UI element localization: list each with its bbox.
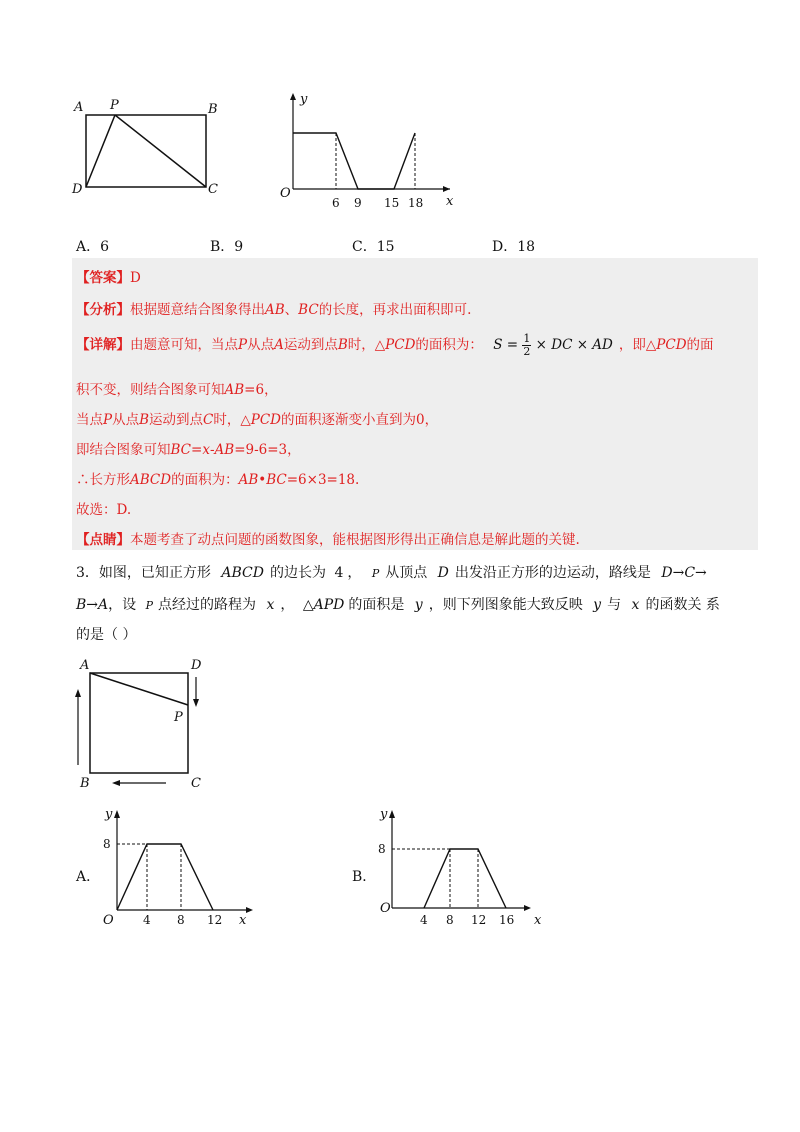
var-abcd: ABCD bbox=[130, 472, 172, 488]
var-ab: AB bbox=[214, 442, 235, 458]
answer-line bbox=[76, 266, 141, 286]
y-axis-label: y bbox=[300, 92, 308, 107]
detail-text: 当点 bbox=[76, 412, 103, 428]
var-a: A bbox=[274, 337, 284, 353]
detail-text: = bbox=[191, 442, 203, 458]
detail-text: 的面积为： bbox=[415, 337, 483, 353]
x-axis-label: x bbox=[239, 913, 247, 928]
label-d: D bbox=[191, 658, 202, 673]
label-b: B bbox=[208, 102, 218, 117]
fraction-half bbox=[522, 333, 531, 358]
fraction-denominator: 2 bbox=[523, 345, 531, 358]
label-d: D bbox=[72, 182, 83, 197]
route-part-1: D→C→ bbox=[661, 565, 707, 581]
detail-text: 的面积为： bbox=[171, 472, 239, 488]
origin-label: O bbox=[280, 186, 291, 201]
question-text: ， bbox=[347, 565, 362, 581]
question-text: 出发沿正方形的边运动，路线是 bbox=[454, 565, 651, 581]
choice-a-label[interactable]: A． bbox=[76, 869, 101, 885]
question-text: 的是（ ） bbox=[76, 627, 137, 643]
option-b[interactable]: B．9 bbox=[210, 239, 244, 255]
square-figure bbox=[70, 655, 220, 795]
analysis-line bbox=[76, 298, 471, 318]
area-graph-1 bbox=[270, 85, 470, 215]
question-text: 从顶点 bbox=[385, 565, 428, 581]
question-3-line-3 bbox=[76, 624, 136, 644]
detail-line-5 bbox=[76, 468, 359, 488]
y-axis-label: y bbox=[105, 807, 113, 822]
question-text: 的边长为 bbox=[269, 565, 326, 581]
y-axis-label: y bbox=[380, 807, 388, 822]
tick-label: 16 bbox=[499, 913, 515, 927]
var-p: P bbox=[145, 599, 153, 612]
var-bc: BC bbox=[170, 442, 192, 458]
var-x: x bbox=[202, 442, 210, 458]
detail-line-4 bbox=[76, 438, 301, 458]
detail-value: =6， bbox=[244, 382, 278, 398]
detail-text: ，即△ bbox=[618, 337, 657, 353]
detail-text: 运动到点 bbox=[149, 412, 204, 428]
y-mark-label: 8 bbox=[103, 837, 111, 851]
side-length: 4 bbox=[334, 565, 344, 581]
var-c: C bbox=[203, 412, 214, 428]
detail-text: • bbox=[258, 472, 267, 488]
y-mark-label: 8 bbox=[378, 842, 386, 856]
tick-label: 4 bbox=[420, 913, 428, 927]
question-text: 点经过的路程为 bbox=[158, 597, 256, 613]
detail-line-3 bbox=[76, 408, 438, 428]
var-x: x bbox=[266, 597, 275, 613]
detail-text: 由题意可知，当点 bbox=[130, 337, 238, 353]
var-b: B bbox=[139, 412, 150, 428]
detail-text: 从点 bbox=[112, 412, 140, 428]
detail-value: =6×3=18. bbox=[286, 472, 360, 488]
x-axis-label: x bbox=[446, 194, 454, 209]
choice-b-graph[interactable] bbox=[370, 800, 550, 930]
label-p: P bbox=[110, 98, 119, 113]
detail-text: 即结合图象可知 bbox=[76, 442, 171, 458]
var-ab: AB bbox=[238, 472, 259, 488]
var-apd: △APD bbox=[302, 597, 345, 613]
var-p: P bbox=[238, 337, 248, 353]
analysis-text-end: 的长度，再求出面积即可. bbox=[318, 302, 472, 318]
tick-label: 18 bbox=[408, 196, 424, 210]
var-pcd: PCD bbox=[656, 337, 687, 353]
detail-text: ∴长方形 bbox=[76, 472, 130, 488]
detail-text: 故选：D. bbox=[76, 502, 132, 518]
label-a: A bbox=[80, 658, 90, 673]
answer-tag: 【答案】 bbox=[76, 270, 130, 286]
label-p: P bbox=[174, 710, 183, 725]
formula-rest: × DC × AD bbox=[535, 337, 613, 353]
var-x: x bbox=[631, 597, 640, 613]
option-a[interactable]: A．6 bbox=[76, 239, 110, 255]
var-p: P bbox=[103, 412, 113, 428]
question-text: ，则下列图象能大致反映 bbox=[428, 597, 583, 613]
tick-label: 8 bbox=[446, 913, 454, 927]
rectangle-figure bbox=[70, 95, 230, 205]
detail-tag: 【详解】 bbox=[76, 337, 130, 353]
analysis-text: 根据题意结合图象得出 bbox=[130, 302, 265, 318]
tip-text: 本题考查了动点问题的函数图象，能根据图形得出正确信息是解此题的关键. bbox=[130, 532, 580, 548]
question-text: 的函数关 系 bbox=[645, 597, 720, 613]
tick-label: 12 bbox=[207, 913, 223, 927]
detail-value: =9-6=3， bbox=[234, 442, 301, 458]
question-text: 的面积是 bbox=[348, 597, 405, 613]
detail-text: 的面积逐渐变小直到为0， bbox=[281, 412, 439, 428]
question-text: ， bbox=[280, 597, 295, 613]
question-text: 与 bbox=[607, 597, 622, 613]
var-bc: BC bbox=[266, 472, 287, 488]
var-abcd: ABCD bbox=[221, 565, 264, 581]
choice-b-label[interactable]: B． bbox=[352, 869, 377, 885]
analysis-bc: BC bbox=[298, 302, 319, 318]
tick-label: 9 bbox=[354, 196, 362, 210]
analysis-tag: 【分析】 bbox=[76, 302, 130, 318]
question-text: 3．如图，已知正方形 bbox=[76, 565, 211, 581]
detail-line-6 bbox=[76, 498, 131, 518]
x-axis-label: x bbox=[534, 913, 542, 928]
choice-a-graph[interactable] bbox=[95, 800, 265, 930]
origin-label: O bbox=[380, 901, 391, 916]
fraction-numerator: 1 bbox=[523, 332, 531, 345]
tick-label: 4 bbox=[143, 913, 151, 927]
var-b: B bbox=[337, 337, 348, 353]
origin-label: O bbox=[103, 913, 114, 928]
formula-s: S = bbox=[493, 337, 519, 353]
detail-line-1 bbox=[76, 333, 714, 358]
detail-text: 的面 bbox=[686, 337, 714, 353]
var-y: y bbox=[414, 597, 423, 613]
analysis-ab: AB bbox=[265, 302, 285, 318]
tick-label: 15 bbox=[384, 196, 400, 210]
detail-text: - bbox=[209, 442, 215, 458]
tip-tag: 【点睛】 bbox=[76, 532, 130, 548]
option-d[interactable]: D．18 bbox=[492, 239, 536, 255]
detail-text: 从点 bbox=[247, 337, 275, 353]
tick-label: 12 bbox=[471, 913, 487, 927]
detail-text: 运动到点 bbox=[283, 337, 338, 353]
analysis-sep: 、 bbox=[284, 302, 299, 318]
detail-text: 积不变，则结合图象可知 bbox=[76, 382, 225, 398]
var-pcd: PCD bbox=[385, 337, 416, 353]
option-c[interactable]: C．15 bbox=[352, 239, 395, 255]
tip-line bbox=[76, 528, 580, 548]
question-3-line-2 bbox=[76, 594, 720, 614]
label-c: C bbox=[208, 182, 218, 197]
detail-line-2 bbox=[76, 378, 278, 398]
var-pcd: PCD bbox=[250, 412, 281, 428]
detail-text: 时，△ bbox=[347, 337, 386, 353]
answer-value: D bbox=[130, 270, 141, 286]
question-text: ，设 bbox=[108, 597, 137, 613]
area-formula bbox=[493, 333, 613, 358]
var-ab: AB bbox=[224, 382, 245, 398]
label-c: C bbox=[191, 776, 201, 791]
tick-label: 8 bbox=[177, 913, 185, 927]
label-b: B bbox=[80, 776, 90, 791]
var-p: P bbox=[371, 567, 380, 580]
route-part-2: B→A bbox=[76, 597, 109, 613]
tick-label: 6 bbox=[332, 196, 340, 210]
question-3-line-1 bbox=[76, 562, 707, 582]
var-y: y bbox=[593, 597, 602, 613]
var-d: D bbox=[437, 565, 449, 581]
detail-text: 时，△ bbox=[213, 412, 251, 428]
label-a: A bbox=[74, 100, 84, 115]
